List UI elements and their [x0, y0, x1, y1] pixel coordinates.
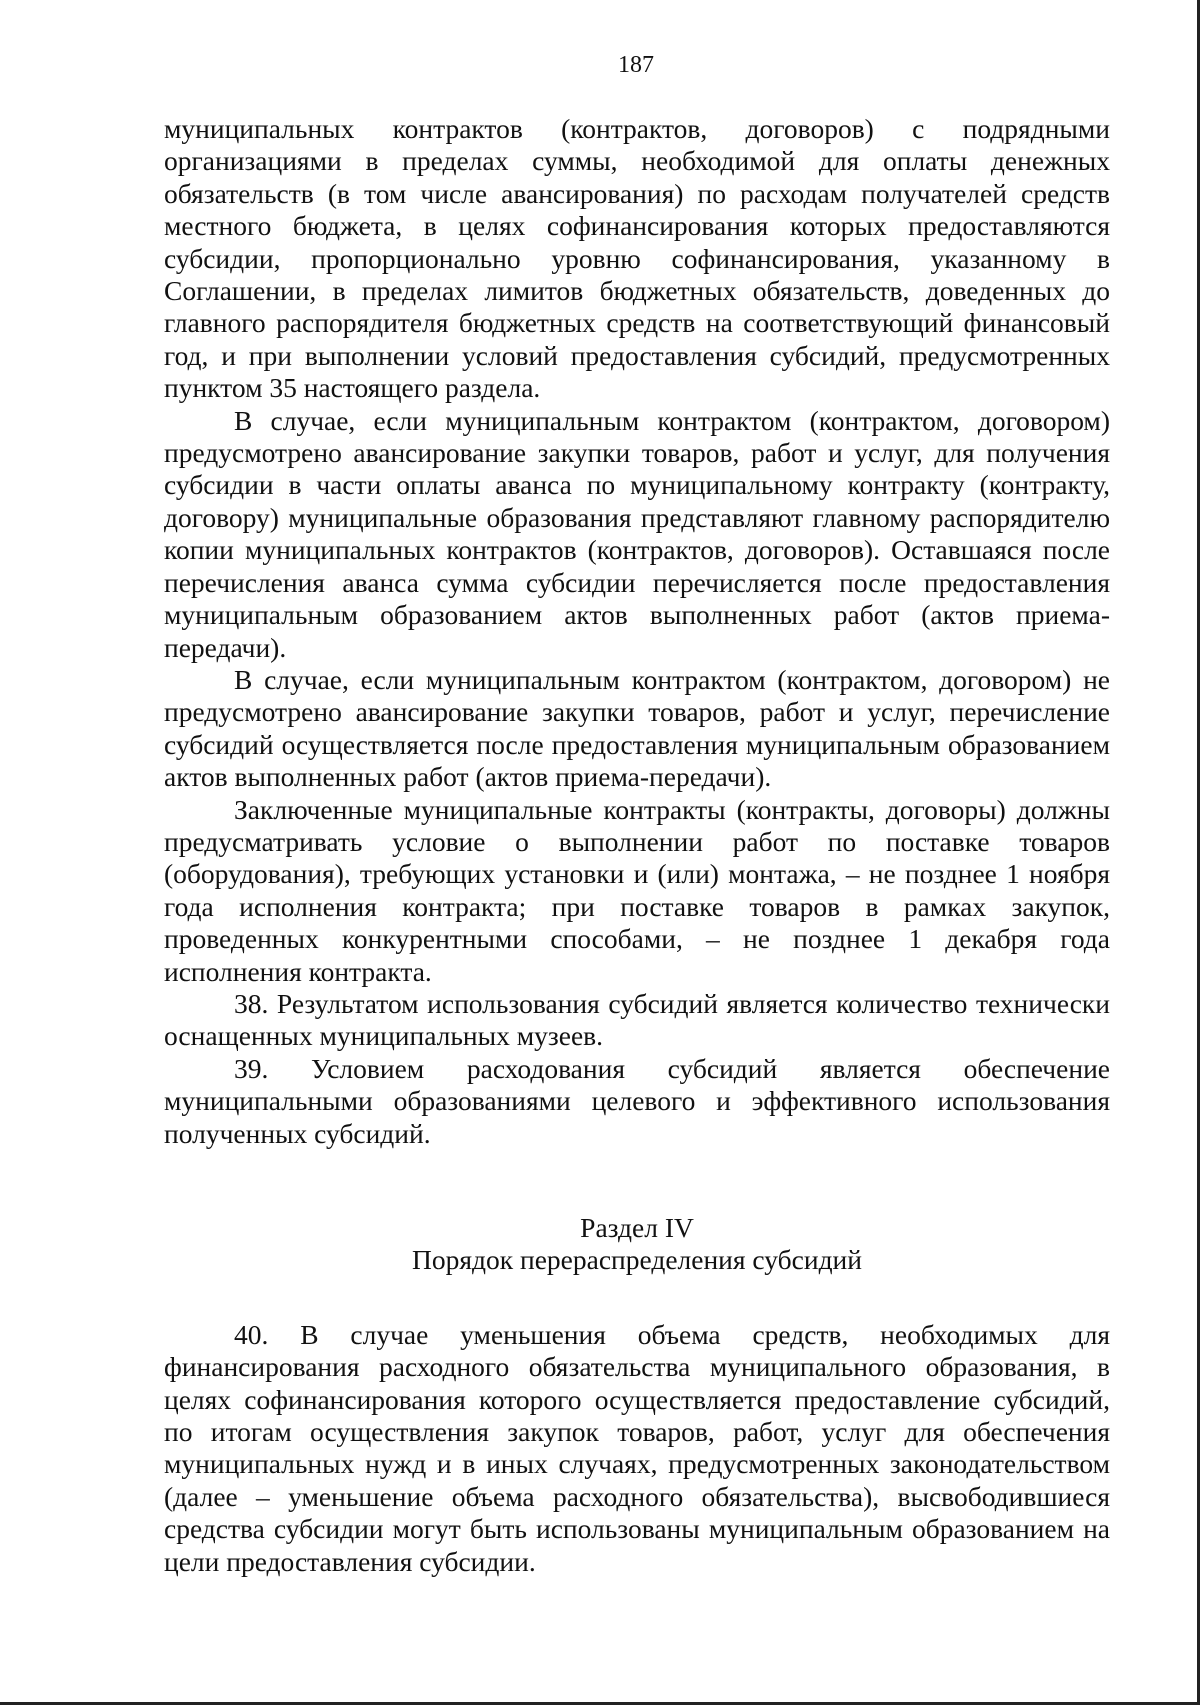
section-spacer [164, 1277, 1110, 1319]
section-title: Порядок перераспределения субсидий [412, 1244, 862, 1276]
paragraph-continuation: муниципальных контрактов (контрактов, договоров) с подрядными организациями в пределах суммы, необходимой для оплаты денежных обязательств (в том числе авансирования) по расходам получателей средств местного бюджета, в целях софинансирования которых предоставляются субсидии, пропорционально уровню софинансирования, указанному в Соглашении, в пределах лимитов бюджетных обязательств, доведенных до главного распорядителя бюджетных средств на соответствующий финансовый год, и при выполнении условий предоставления субсидий, предусмотренных пунктом 35 настоящего раздела. [164, 113, 1110, 404]
paragraph-contract-terms: Заключенные муниципальные контракты (контракты, договоры) должны предусматривать условие о выполнении работ по поставке товаров (оборудования), требующих установки и (или) монтажа, – не позднее 1 ноября года исполнения контракта; при поставке товаров в рамках закупок, проведенных конкурентными способами, – не позднее 1 декабря года исполнения контракта. [164, 793, 1110, 987]
paragraph-advance-payment: В случае, если муниципальным контрактом (контрактом, договором) предусмотрено авансирование закупки товаров, работ и услуг, для получения субсидии в части оплаты аванса по муниципальному контракту (контракту, договору) муниципальные образования представляют главному распорядителю копии муниципальных контрактов (контрактов, договоров). Оставшаяся после перечисления аванса сумма субсидии перечисляется после предоставления муниципальным образованием актов выполненных работ (актов приема-передачи). [164, 404, 1110, 663]
paragraph-no-advance-payment: В случае, если муниципальным контрактом (контрактом, договором) не предусмотрено авансирование закупки товаров, работ и услуг, перечисление субсидий осуществляется после предоставления муниципальным образованием актов выполненных работ (актов приема-передачи). [164, 663, 1110, 793]
document-body [164, 113, 1110, 1578]
page-number: 187 [618, 52, 654, 78]
paragraph-item-40: 40. В случае уменьшения объема средств, необходимых для финансирования расходного обязательства муниципального образования, в целях софинансирования которого осуществляется предоставление субсидий, по итогам осуществления закупок товаров, работ, услуг для обеспечения муниципальных нужд и в иных случаях, предусмотренных законодательством (далее – уменьшение объема расходного обязательства), высвободившиеся средства субсидии могут быть использованы муниципальным образованием на цели предоставления субсидии. [164, 1318, 1110, 1577]
section-heading: Раздел IV [580, 1212, 694, 1243]
paragraph-item-38: 38. Результатом использования субсидий является количество технически оснащенных муниципальных музеев. [164, 987, 1110, 1052]
paragraph-item-39: 39. Условием расходования субсидий является обеспечение муниципальными образованиями целевого и эффективного использования полученных субсидий. [164, 1052, 1110, 1149]
